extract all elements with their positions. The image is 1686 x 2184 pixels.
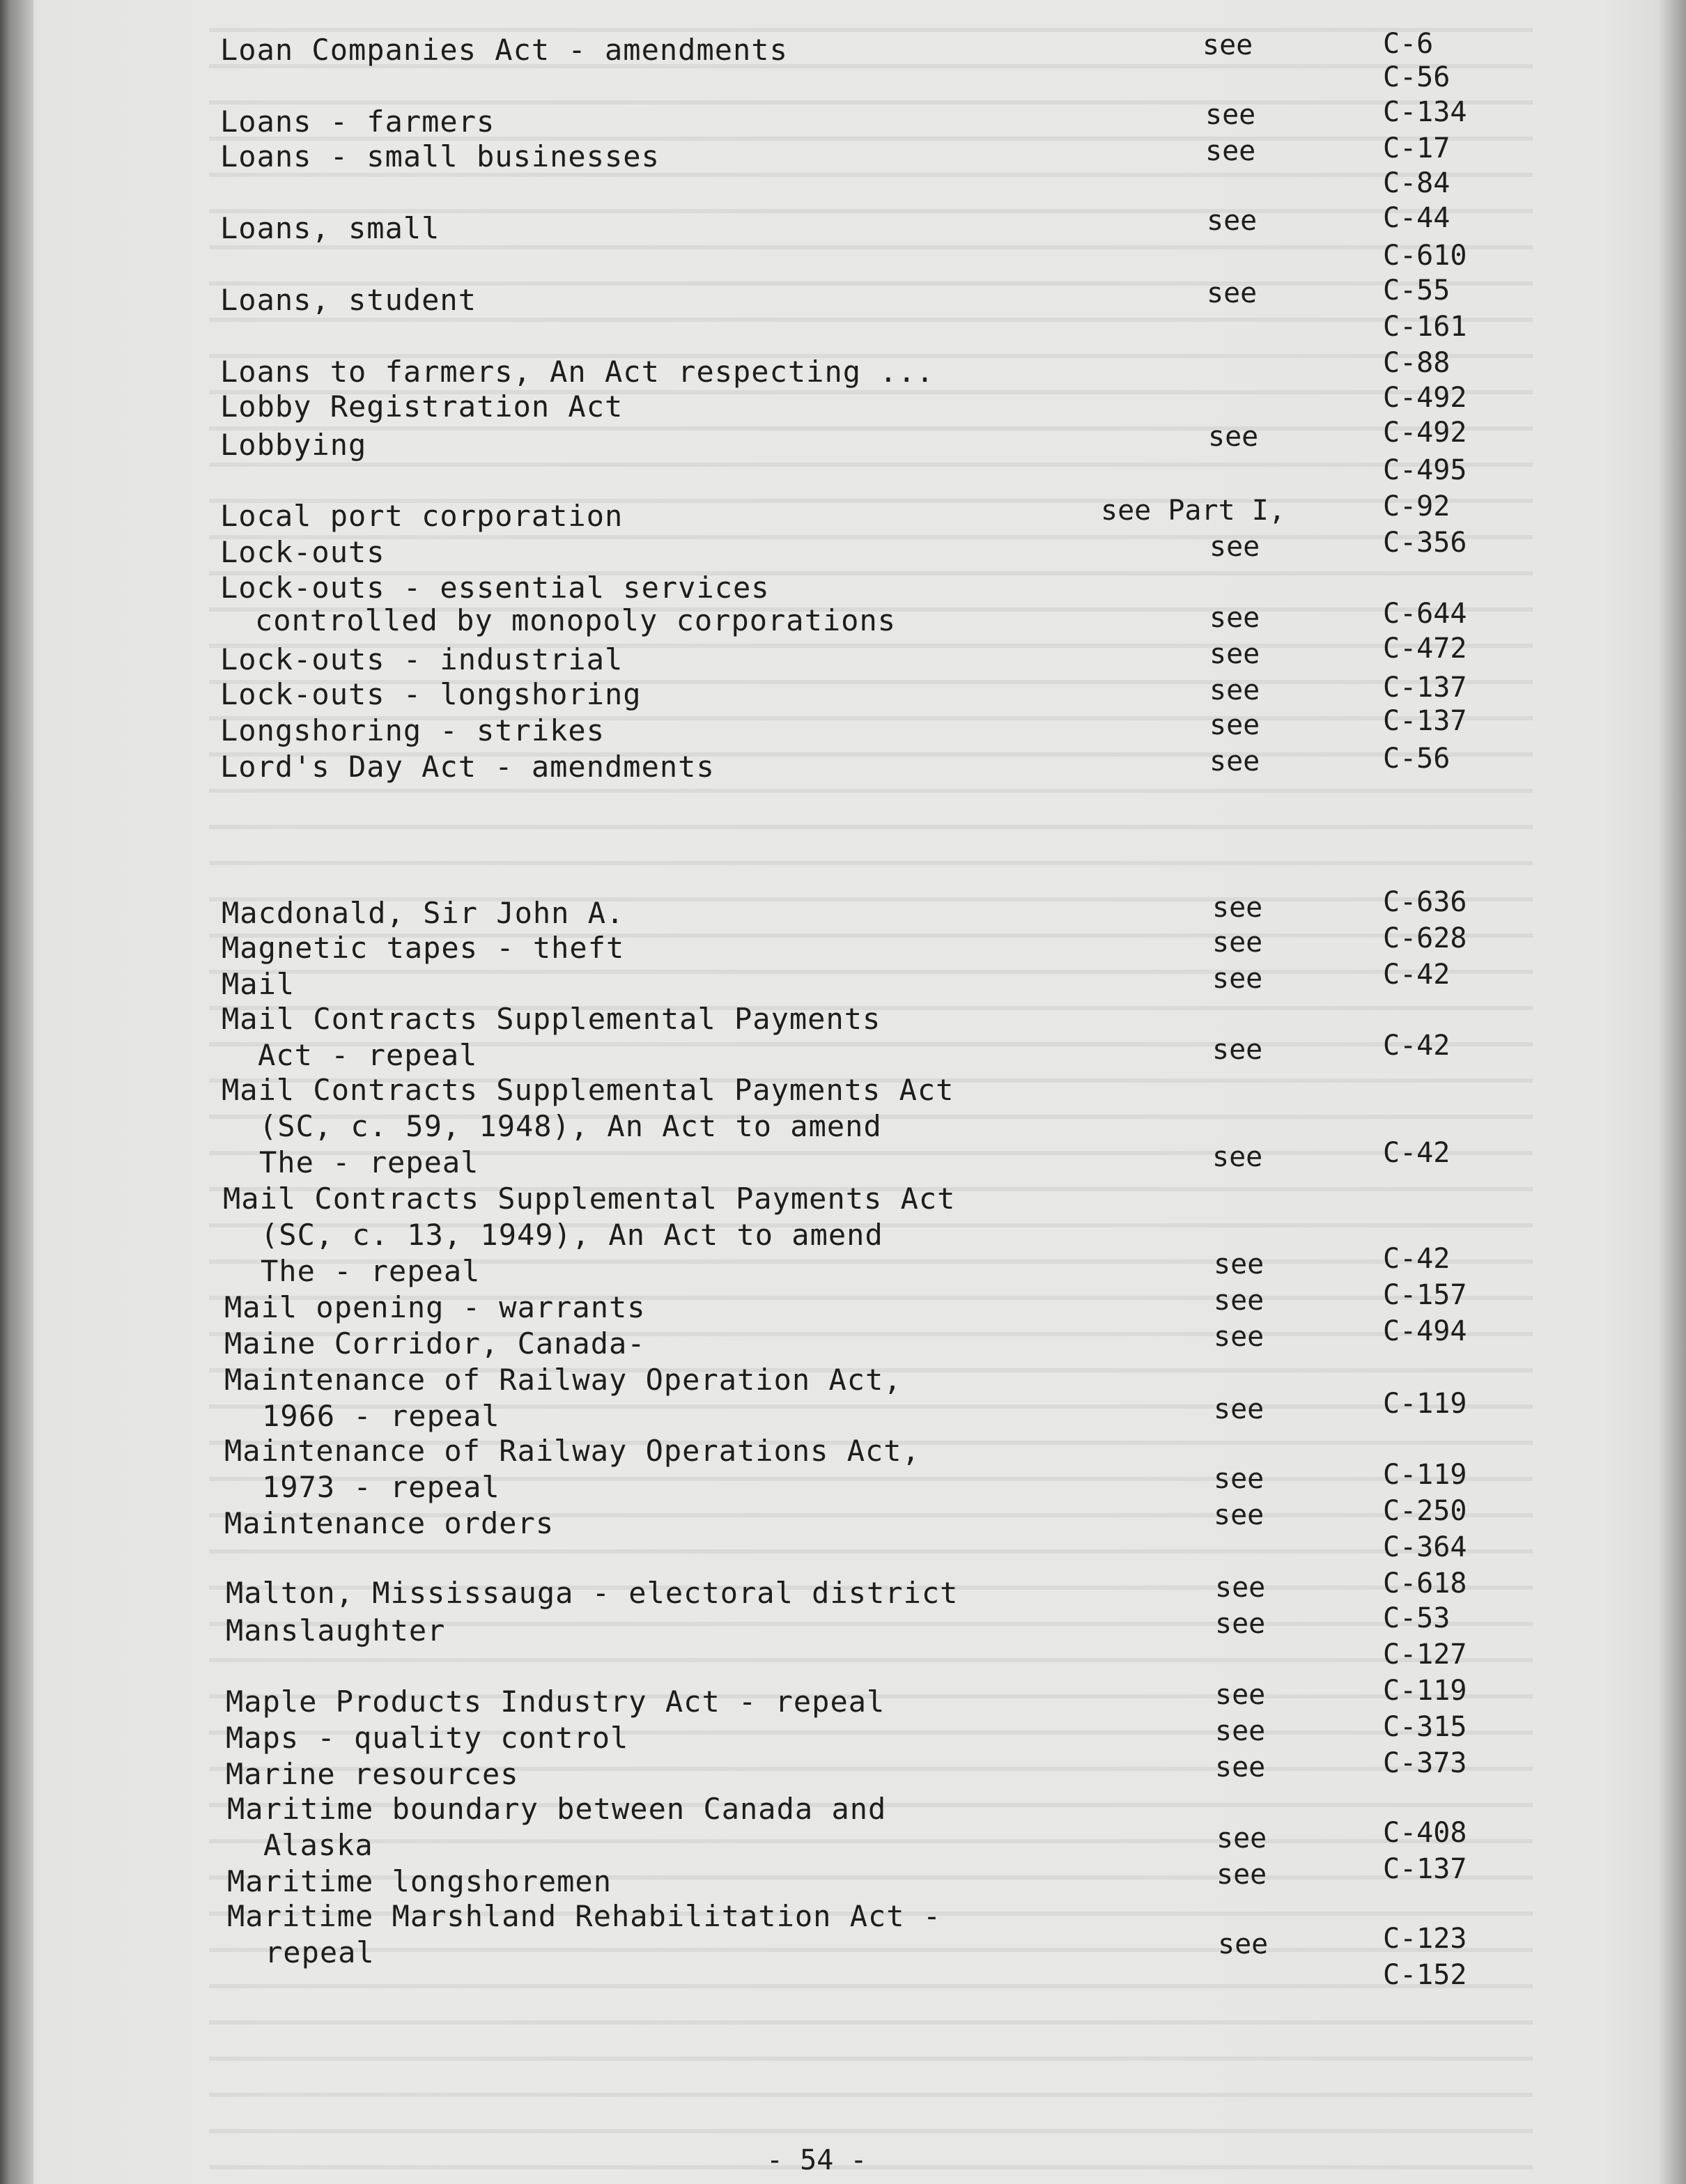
bill-reference: C-364 [1383, 1531, 1467, 1563]
see-reference: see [1212, 927, 1263, 959]
see-reference: see [1212, 1141, 1263, 1173]
index-heading: Maintenance of Railway Operation Act, [224, 1363, 902, 1397]
bill-reference: C-137 [1383, 1853, 1467, 1885]
index-heading: Maritime longshoremen [227, 1864, 612, 1898]
bill-reference: C-157 [1383, 1279, 1467, 1311]
index-heading: Maintenance of Railway Operations Act, [224, 1434, 920, 1468]
see-reference: see [1205, 99, 1256, 131]
index-heading: Mail [222, 967, 295, 1001]
see-reference: see [1209, 709, 1260, 741]
index-heading: Loans - small businesses [220, 139, 660, 173]
index-subline: The - repeal [261, 1254, 481, 1288]
index-heading: Lock-outs - essential services [220, 571, 770, 605]
index-heading: Mail Contracts Supplemental Payments Act [223, 1182, 956, 1216]
index-heading: Longshoring - strikes [220, 713, 605, 748]
bill-reference: C-618 [1383, 1567, 1467, 1600]
see-reference: see [1215, 1608, 1266, 1640]
index-heading: Macdonald, Sir John A. [222, 896, 625, 930]
see-reference: see [1215, 1751, 1266, 1783]
see-reference: see [1216, 1822, 1267, 1854]
see-reference: see [1209, 638, 1260, 670]
index-subline: repeal [265, 1935, 375, 1969]
see-part-reference: see Part I, [1101, 495, 1285, 527]
bill-reference: C-56 [1383, 61, 1451, 93]
see-reference: see [1209, 745, 1260, 777]
index-heading: Mail opening - warrants [224, 1290, 646, 1324]
bill-reference: C-53 [1383, 1602, 1451, 1634]
page-number: - 54 - [766, 2144, 867, 2176]
index-heading: Lock-outs [220, 535, 385, 569]
index-heading: Lock-outs - longshoring [220, 677, 642, 711]
bill-reference: C-119 [1383, 1388, 1467, 1420]
index-heading: Lobby Registration Act [220, 389, 624, 424]
bill-reference: C-88 [1383, 347, 1451, 379]
bill-reference: C-610 [1383, 240, 1467, 272]
bill-reference: C-472 [1383, 633, 1467, 665]
see-reference: see [1214, 1393, 1264, 1425]
bill-reference: C-644 [1383, 598, 1467, 630]
bill-reference: C-636 [1383, 886, 1467, 918]
bill-reference: C-495 [1383, 454, 1467, 486]
index-heading: Mail Contracts Supplemental Payments Act [222, 1073, 954, 1107]
bill-reference: C-492 [1383, 417, 1467, 449]
index-heading: Maine Corridor, Canada- [224, 1326, 646, 1361]
index-subline: The - repeal [259, 1145, 479, 1179]
see-reference: see [1209, 531, 1260, 563]
index-subline: Act - repeal [258, 1038, 478, 1072]
bill-reference: C-55 [1383, 274, 1451, 307]
index-heading: Loan Companies Act - amendments [220, 33, 788, 67]
bill-reference: C-42 [1383, 1243, 1451, 1275]
bill-reference: C-119 [1383, 1675, 1467, 1707]
index-heading: Mail Contracts Supplemental Payments [222, 1002, 881, 1036]
index-subline: 1966 - repeal [262, 1399, 500, 1433]
index-heading: Lobbying [220, 428, 367, 462]
bill-reference: C-17 [1383, 132, 1451, 164]
index-heading: Marine resources [226, 1757, 519, 1791]
index-subline: controlled by monopoly corporations [255, 603, 897, 637]
bill-reference: C-44 [1383, 202, 1451, 234]
index-heading: Lock-outs - industrial [220, 642, 624, 676]
bill-reference: C-494 [1383, 1315, 1467, 1347]
bill-reference: C-492 [1383, 382, 1467, 414]
index-heading: Malton, Mississauga - electoral district [226, 1576, 959, 1610]
see-reference: see [1215, 1715, 1266, 1747]
bill-reference: C-315 [1383, 1711, 1467, 1743]
bill-reference: C-6 [1383, 28, 1434, 60]
index-heading: Loans to farmers, An Act respecting ... [220, 355, 935, 389]
index-heading: Manslaughter [226, 1613, 446, 1648]
bill-reference: C-56 [1383, 743, 1451, 775]
see-reference: see [1216, 1859, 1267, 1891]
bill-reference: C-137 [1383, 705, 1467, 737]
index-heading: Maritime Marshland Rehabilitation Act - [227, 1899, 942, 1933]
index-heading: Loans, student [220, 283, 477, 317]
bill-reference: C-628 [1383, 922, 1467, 954]
bill-reference: C-250 [1383, 1495, 1467, 1527]
bill-reference: C-123 [1383, 1923, 1467, 1955]
bill-reference: C-92 [1383, 490, 1451, 522]
bill-reference: C-42 [1383, 1137, 1451, 1169]
index-heading: Loans - farmers [220, 104, 495, 139]
bill-reference: C-134 [1383, 96, 1467, 128]
bill-reference: C-42 [1383, 959, 1451, 991]
see-reference: see [1212, 892, 1263, 924]
index-heading: Maple Products Industry Act - repeal [226, 1685, 885, 1719]
bill-reference: C-84 [1383, 167, 1451, 199]
index-subline: 1973 - repeal [262, 1470, 500, 1504]
see-reference: see [1212, 1034, 1263, 1066]
index-subline: Alaska [263, 1828, 373, 1862]
bill-reference: C-161 [1383, 311, 1467, 343]
see-reference: see [1214, 1248, 1264, 1280]
bill-reference: C-152 [1383, 1959, 1467, 1991]
see-reference: see [1214, 1285, 1264, 1317]
see-reference: see [1208, 421, 1259, 453]
index-heading: Loans, small [220, 211, 440, 245]
see-reference: see [1209, 674, 1260, 706]
index-heading: Maritime boundary between Canada and [227, 1792, 887, 1826]
see-reference: see [1214, 1463, 1264, 1495]
see-reference: see [1209, 602, 1260, 634]
index-heading: Local port corporation [220, 499, 624, 533]
index-heading: Maintenance orders [224, 1506, 555, 1540]
see-reference: see [1207, 205, 1258, 237]
see-reference: see [1202, 29, 1253, 61]
bill-reference: C-373 [1383, 1747, 1467, 1779]
see-reference: see [1214, 1321, 1264, 1353]
see-reference: see [1215, 1679, 1266, 1711]
bill-reference: C-119 [1383, 1459, 1467, 1491]
bill-reference: C-408 [1383, 1817, 1467, 1849]
bill-reference: C-356 [1383, 527, 1467, 559]
index-heading: Magnetic tapes - theft [222, 931, 625, 965]
see-reference: see [1214, 1499, 1264, 1531]
bill-reference: C-137 [1383, 672, 1467, 704]
index-subline: (SC, c. 13, 1949), An Act to amend [261, 1218, 883, 1252]
see-reference: see [1218, 1928, 1269, 1960]
index-heading: Maps - quality control [226, 1721, 629, 1755]
bill-reference: C-42 [1383, 1030, 1451, 1062]
see-reference: see [1215, 1572, 1266, 1604]
see-reference: see [1212, 963, 1263, 995]
see-reference: see [1205, 135, 1256, 167]
bill-reference: C-127 [1383, 1639, 1467, 1671]
see-reference: see [1207, 277, 1258, 309]
index-subline: (SC, c. 59, 1948), An Act to amend [259, 1109, 882, 1143]
index-heading: Lord's Day Act - amendments [220, 750, 715, 784]
